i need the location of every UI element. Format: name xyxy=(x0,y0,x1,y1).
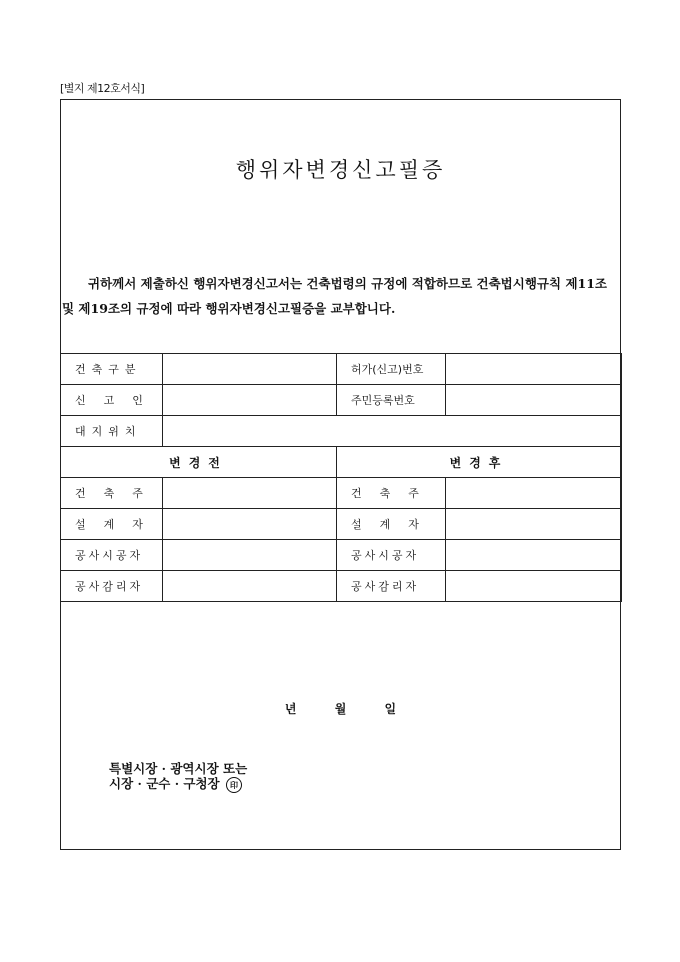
after-supervisor-label: 공사감리자 xyxy=(337,571,446,602)
date-month: 월 xyxy=(334,702,347,716)
before-change-header: 변경전 xyxy=(61,447,337,478)
table-row xyxy=(61,447,622,478)
before-contractor-label: 공사시공자 xyxy=(61,540,163,571)
document-title: 행위자변경신고필증 xyxy=(235,158,446,182)
form-number-label: [별지 제12호서식] xyxy=(60,82,145,95)
after-designer-value[interactable] xyxy=(446,509,622,540)
before-owner-value[interactable] xyxy=(163,478,337,509)
before-owner-label: 건축주 xyxy=(61,478,163,509)
details-table xyxy=(60,353,622,602)
resident-number-value[interactable] xyxy=(446,385,622,416)
after-designer-label: 설계자 xyxy=(337,509,446,540)
table-row xyxy=(61,354,622,385)
before-supervisor-value[interactable] xyxy=(163,571,337,602)
issuer-line-1: 특별시장 · 광역시장 또는 xyxy=(109,761,248,776)
before-supervisor-label: 공사감리자 xyxy=(61,571,163,602)
reporter-label: 신고인 xyxy=(61,385,163,416)
permit-number-label: 허가(신고)번호 xyxy=(337,354,446,385)
site-location-value[interactable] xyxy=(163,416,622,447)
reporter-value[interactable] xyxy=(163,385,337,416)
issue-date xyxy=(61,700,620,717)
before-designer-label: 설계자 xyxy=(61,509,163,540)
site-location-label: 대지위치 xyxy=(61,416,163,447)
table-row xyxy=(61,416,622,447)
issuer-block xyxy=(109,761,247,793)
after-contractor-label: 공사시공자 xyxy=(337,540,446,571)
seal-mark: 印 xyxy=(226,777,242,793)
after-contractor-value[interactable] xyxy=(446,540,622,571)
table-row xyxy=(61,571,622,602)
date-day: 일 xyxy=(384,702,397,716)
certificate-frame xyxy=(60,99,621,850)
issuer-line-2-wrap xyxy=(109,776,247,793)
table-row xyxy=(61,385,622,416)
date-year: 년 xyxy=(284,702,297,716)
table-row xyxy=(61,540,622,571)
building-class-value[interactable] xyxy=(163,354,337,385)
after-change-header: 변경후 xyxy=(337,447,622,478)
table-row xyxy=(61,478,622,509)
certificate-body-text xyxy=(62,271,607,321)
after-supervisor-value[interactable] xyxy=(446,571,622,602)
after-owner-value[interactable] xyxy=(446,478,622,509)
body-text-content: 귀하께서 제출하신 행위자변경신고서는 건축법령의 규정에 적합하므로 건축법시행규칙 제11조 및 제19조의 규정에 따라 행위자변경신고필증을 교부합니다. xyxy=(62,276,607,316)
resident-number-label: 주민등록번호 xyxy=(337,385,446,416)
table-row xyxy=(61,509,622,540)
after-owner-label: 건축주 xyxy=(337,478,446,509)
building-class-label: 건축구분 xyxy=(61,354,163,385)
before-designer-value[interactable] xyxy=(163,509,337,540)
issuer-line-2: 시장 · 군수 · 구청장 xyxy=(109,776,220,791)
permit-number-value[interactable] xyxy=(446,354,622,385)
before-contractor-value[interactable] xyxy=(163,540,337,571)
